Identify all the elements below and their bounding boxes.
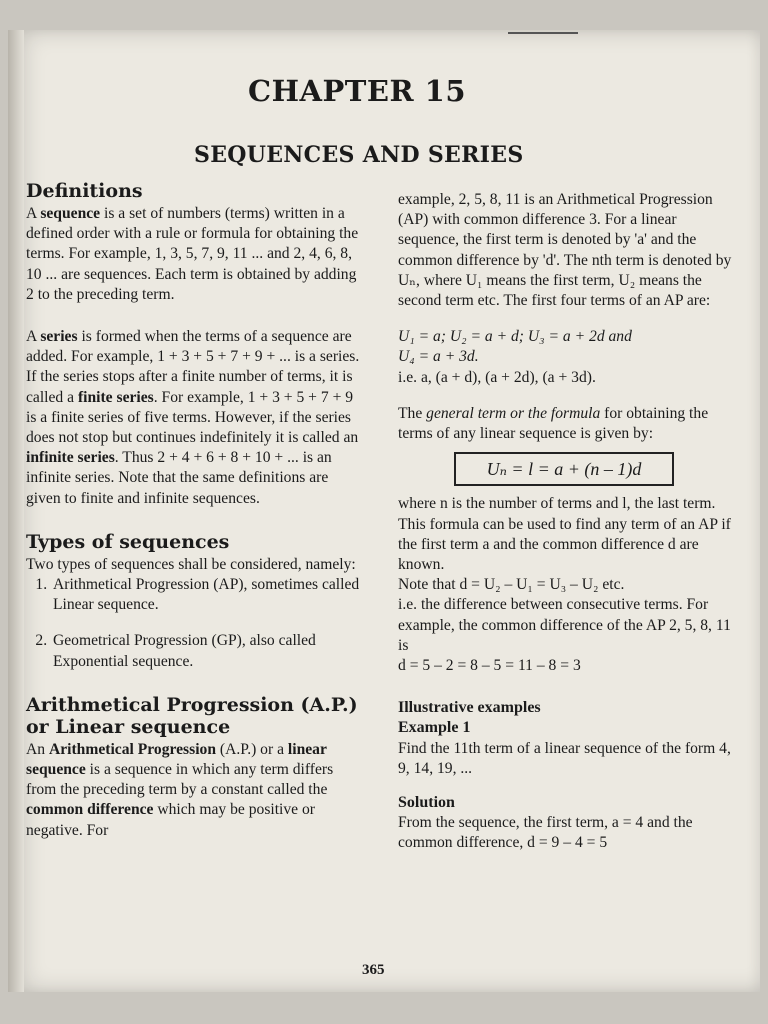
text-span: A	[26, 328, 41, 346]
example-1-label: Example 1	[398, 719, 471, 737]
formula-explanation: where n is the number of terms and l, the last term.	[398, 495, 716, 513]
left-column	[26, 180, 366, 841]
page-binding-shadow	[8, 30, 24, 992]
text-span: An	[26, 740, 49, 758]
text-span: is a set of numbers (terms) written in a defined order with a rule or formula for obtaining the terms. For example, 1, 3, 5, 7, 9, 11 ... and 2, 4, 6, 8, 10 ... are sequences. Each term is obtained by adding 2 to the preceding term.	[26, 205, 359, 303]
text-span: . Thus 2 + 4 + 6 + 8 + 10 + ... is an infinite series. Note that the same definitions are given to finite and infinite sequences.	[26, 449, 332, 507]
term-series: series	[40, 328, 78, 346]
term-linear-sequence: linear sequence	[26, 740, 327, 779]
formula-usage: This formula can be used to find any term of an AP if the first term a and the common difference d are known.	[398, 515, 731, 574]
book-page	[8, 30, 760, 992]
term-finite-series: finite series	[77, 388, 154, 406]
difference-explanation: i.e. the difference between consecutive terms. For example, the common difference of the AP 2, 5, 8, 11 is	[398, 596, 731, 654]
example-1-question: Find the 11th term of a linear sequence of the form 4, 9, 14, 19, ...	[398, 739, 731, 777]
term-sequence: sequence	[40, 205, 101, 222]
terms-line-1: U₁ = a; U₂ = a + d; U₃ = a + 2d and	[398, 328, 632, 346]
text-span: which may be positive or negative. For	[26, 801, 315, 839]
types-heading: Types of sequences	[26, 530, 230, 553]
general-term-formula-box: Uₙ = l = a + (n – 1)d	[454, 452, 674, 486]
types-item-ap: 1. Arithmetical Progression (AP), sometimes called Linear sequence.	[51, 575, 366, 615]
ap-definition	[26, 740, 366, 841]
ap-heading: Arithmetical Progression (A.P.) or Linear sequence	[26, 693, 358, 738]
sequence-definition	[26, 204, 366, 305]
examples-heading: Illustrative examples	[398, 699, 541, 717]
chapter-subtitle: SEQUENCES AND SERIES	[194, 142, 524, 168]
general-term-phrase: general term or the formula	[426, 404, 601, 422]
definitions-heading: Definitions	[26, 180, 143, 202]
term-infinite-series: infinite series	[26, 449, 115, 467]
solution-label: Solution	[398, 794, 455, 812]
text-span: is a sequence in which any term differs from the preceding term by a constant called the	[26, 761, 334, 799]
types-list-continued	[26, 631, 366, 671]
general-term-intro	[398, 404, 738, 444]
types-item-gp: 2. Geometrical Progression (GP), also called Exponential sequence.	[51, 631, 366, 671]
types-list	[26, 575, 366, 615]
difference-note: Note that d = U₂ – U₁ = U₃ – U₂ etc.	[398, 576, 625, 594]
top-rule	[508, 32, 578, 34]
right-column	[398, 190, 738, 854]
term-common-difference: common difference	[26, 801, 154, 819]
term-arithmetical-progression: Arithmetical Progression	[48, 740, 216, 758]
terms-line-2: U₄ = a + 3d.	[398, 348, 479, 366]
page-number: 365	[362, 962, 385, 978]
ap-example-paragraph: example, 2, 5, 8, 11 is an Arithmetical Progression (AP) with common difference 3. For a linear sequence, the first term is denoted by 'a' and the common difference by 'd'. The nth term is denoted by Uₙ, where U₁ means the first term, U₂ means the second term etc. The first four terms of an AP are:	[398, 191, 732, 310]
chapter-title: CHAPTER 15	[248, 74, 467, 108]
difference-calculation: d = 5 – 2 = 8 – 5 = 11 – 8 = 3	[398, 657, 581, 675]
text-span: is formed when the terms of a sequence are added. For example, 1 + 3 + 5 + 7 + 9 + ... is a series. If the series stops after a finite number of terms, it is called a	[26, 328, 360, 406]
text-span: . For example, 1 + 3 + 5 + 7 + 9 is a finite series of five terms. However, if the series does not stop but continues indefinitely it is called an	[26, 388, 359, 447]
solution-text: From the sequence, the first term, a = 4 and the common difference, d = 9 – 4 = 5	[398, 814, 693, 852]
types-intro: Two types of sequences shall be considered, namely:	[26, 555, 356, 573]
text-span: The	[398, 404, 427, 422]
text-span: (A.P.) or a	[216, 740, 288, 758]
terms-line-3: i.e. a, (a + d), (a + 2d), (a + 3d).	[398, 368, 596, 386]
text-span: A	[26, 205, 41, 222]
series-definition	[26, 327, 366, 509]
text-span: for obtaining the terms of any linear sequence is given by:	[398, 404, 709, 443]
